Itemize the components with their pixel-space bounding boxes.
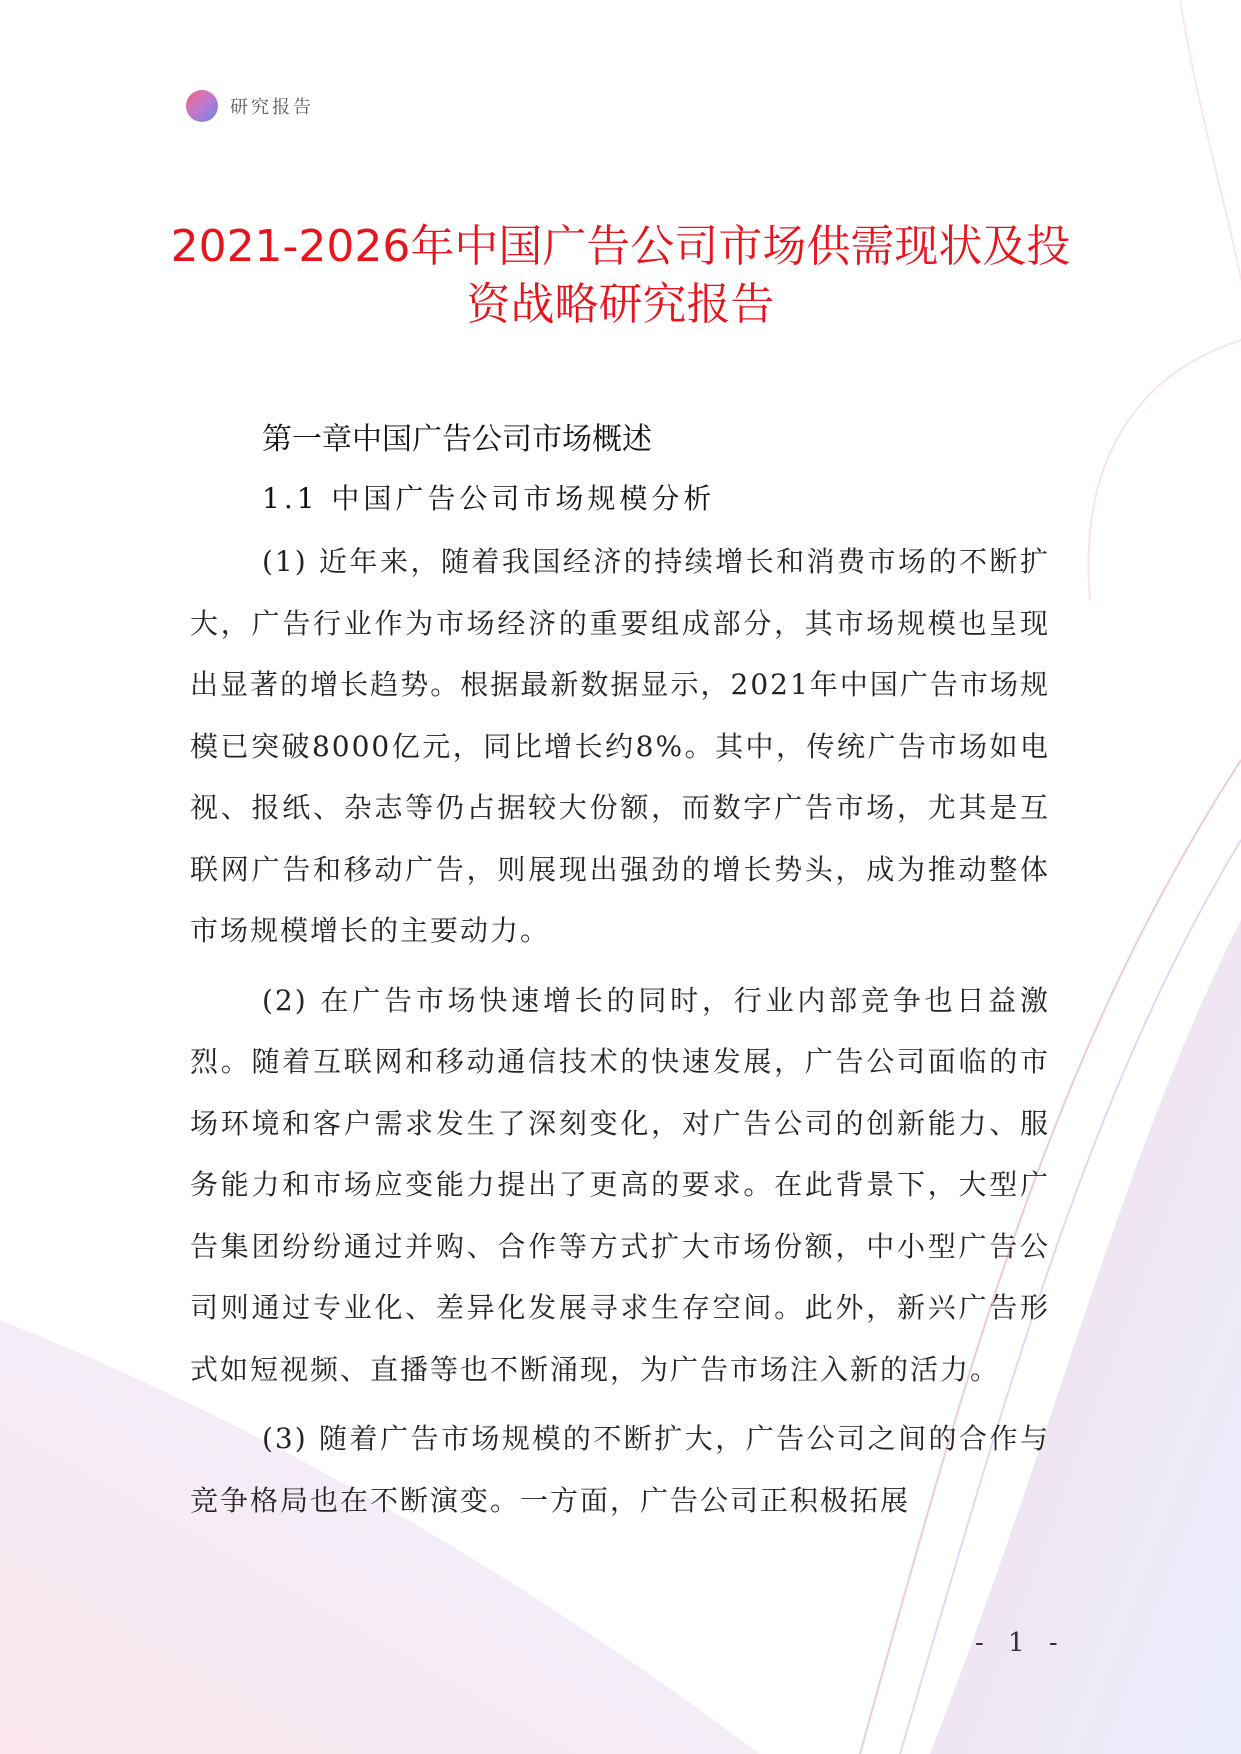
paragraph-3: (3) 随着广告市场规模的不断扩大，广告公司之间的合作与竞争格局也在不断演变。一方面，广告公司正积极拓展 — [190, 1422, 1050, 1517]
page-number: - 1 - — [975, 1628, 1066, 1658]
document-body — [190, 415, 1050, 1531]
chapter-heading: 第一章中国广告公司市场概述 — [262, 422, 652, 457]
paragraph-1: (1) 近年来，随着我国经济的持续增长和消费市场的不断扩大，广告行业作为市场经济的重要组成部分，其市场规模也呈现出显著的增长趋势。根据最新数据显示，2021年中国广告市场规模已突破8000亿元，同比增长约8%。其中，传统广告市场如电视、报纸、杂志等仍占据较大份额，而数字广告市场，尤其是互联网广告和移动广告，则展现出强劲的增长势头，成为推动整体市场规模增长的主要动力。 — [190, 545, 1050, 947]
paragraph-2: (2) 在广告市场快速增长的同时，行业内部竞争也日益激烈。随着互联网和移动通信技术的快速发展，广告公司面临的市场环境和客户需求发生了深刻变化，对广告公司的创新能力、服务能力和市场应变能力提出了更高的要求。在此背景下，大型广告集团纷纷通过并购、合作等方式扩大市场份额，中小型广告公司则通过专业化、差异化发展寻求生存空间。此外，新兴广告形式如短视频、直播等也不断涌现，为广告市场注入新的活力。 — [190, 983, 1050, 1386]
section-heading: 1.1 中国广告公司市场规模分析 — [262, 482, 716, 515]
document-title: 2021-2026年中国广告公司市场供需现状及投资战略研究报告 — [170, 221, 1071, 330]
report-header — [186, 90, 314, 122]
header-label: 研究报告 — [230, 97, 314, 118]
logo-icon — [186, 90, 218, 122]
